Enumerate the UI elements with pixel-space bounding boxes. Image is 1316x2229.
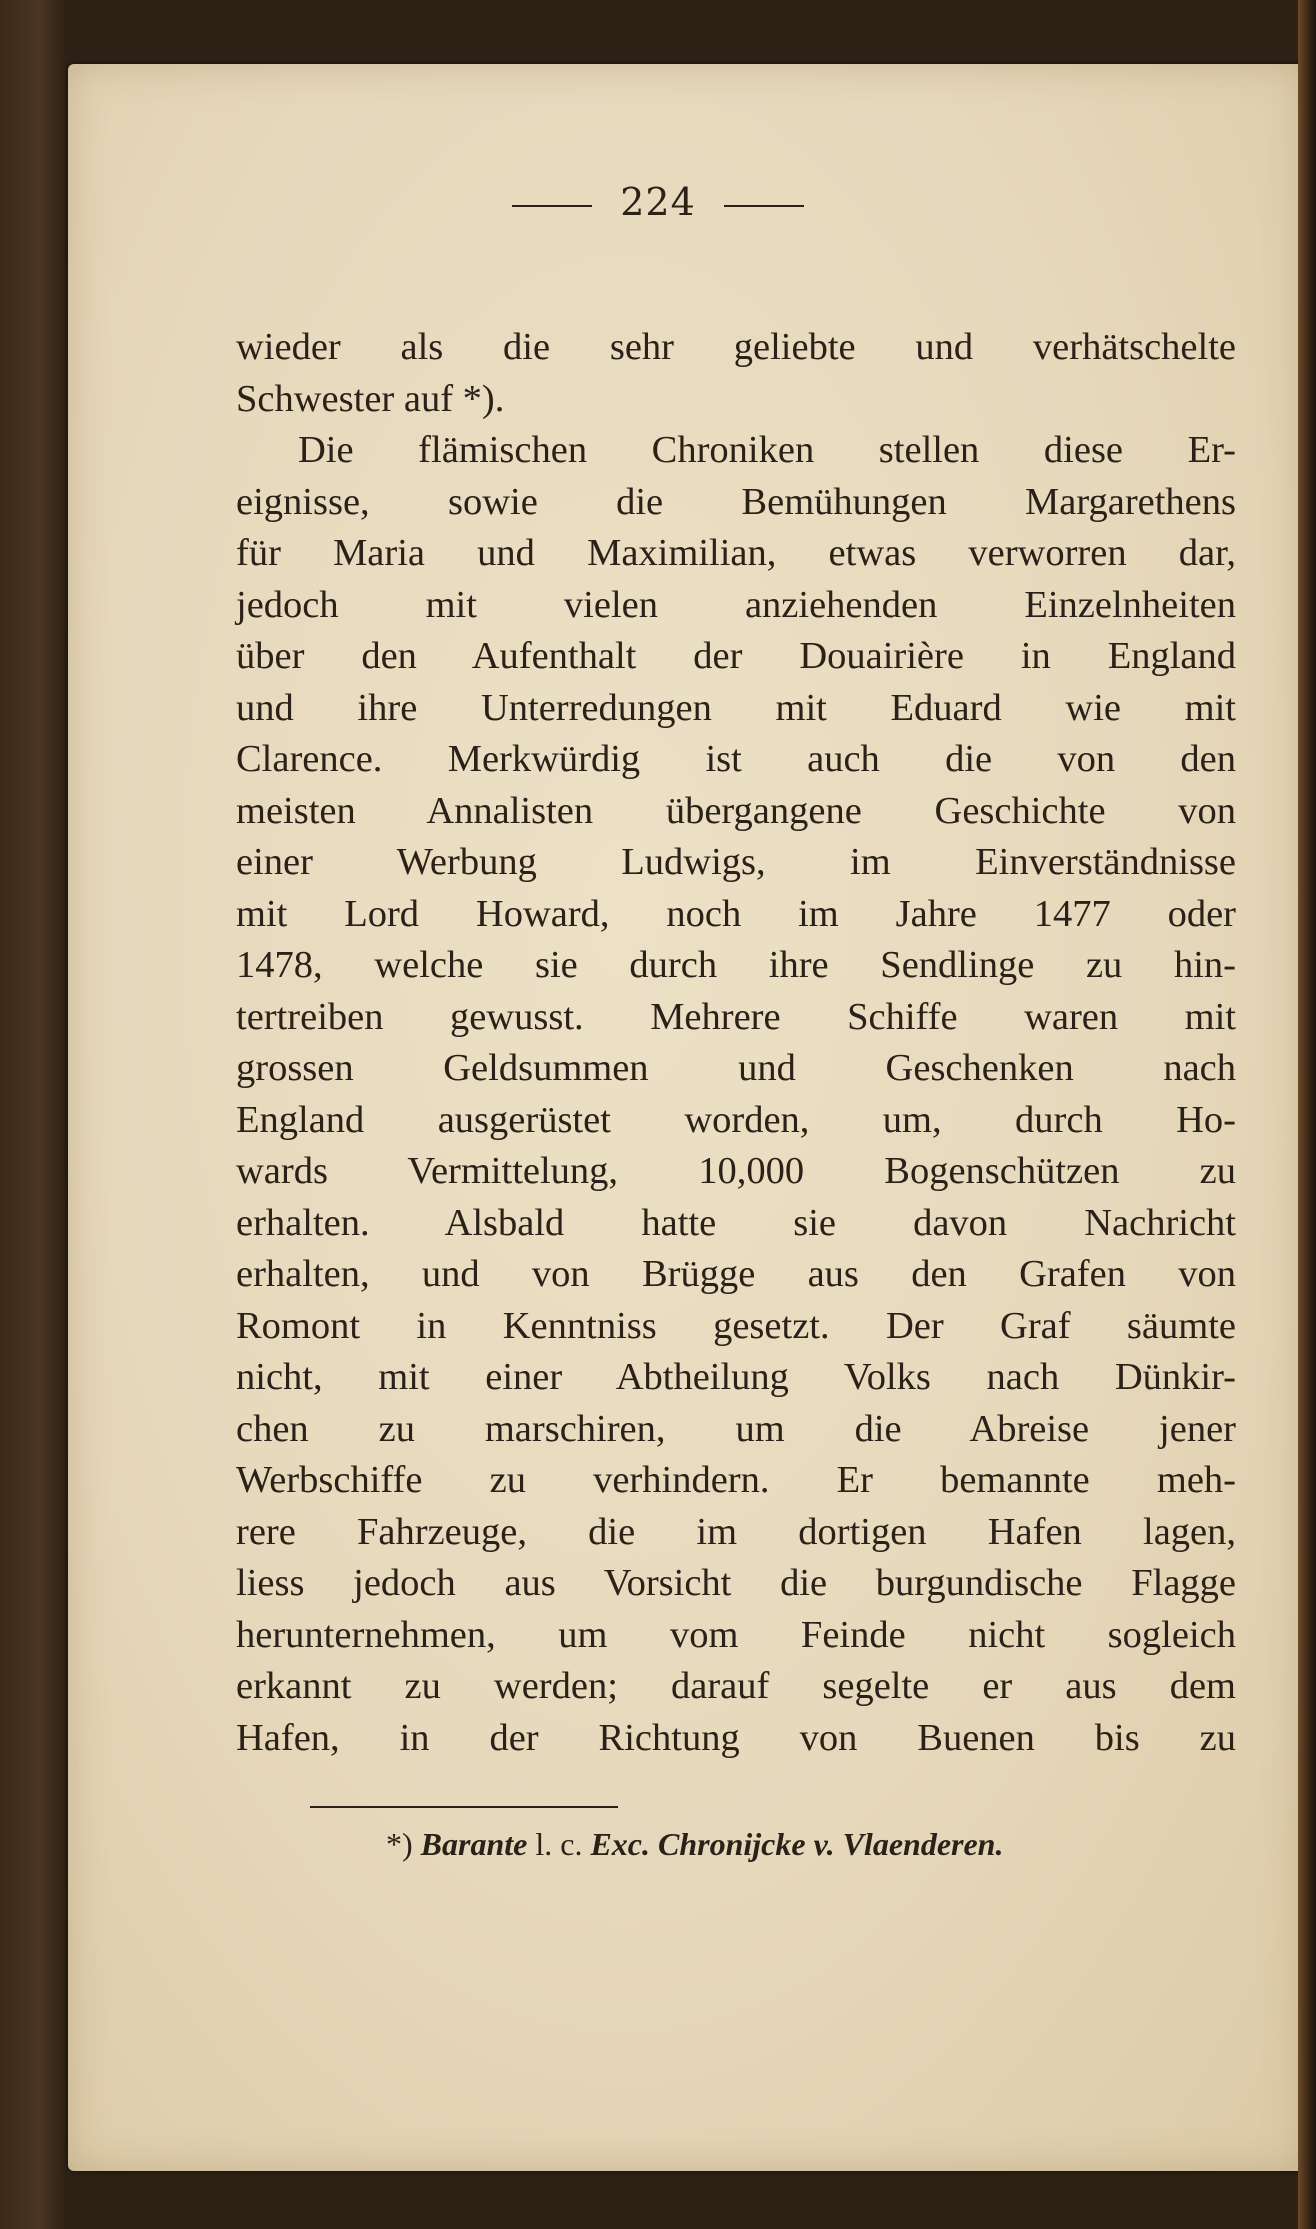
- text-line: Schwester auf *).: [236, 377, 505, 420]
- footnote-source: Exc. Chronijcke v. Vlaenderen.: [590, 1826, 1004, 1862]
- text-line: wards Vermittelung, 10,000 Bogenschützen zu: [236, 1150, 1236, 1192]
- text-line: Romont in Kenntniss gesetzt. Der Graf säumte: [236, 1304, 1236, 1347]
- text-line: für Maria und Maximilian, etwas verworren dar,: [236, 532, 1236, 574]
- footnote-ref: l. c.: [535, 1826, 583, 1862]
- footnote-author: Barante: [420, 1826, 528, 1862]
- text-line: Die flämischen Chroniken stellen diese Er-: [298, 429, 1236, 471]
- text-line: grossen Geldsummen und Geschenken nach: [236, 1047, 1236, 1089]
- text-line: herunternehmen, um vom Feinde nicht sogleich: [236, 1613, 1236, 1656]
- text-line: liess jedoch aus Vorsicht die burgundische Flagge: [236, 1562, 1236, 1604]
- text-line: und ihre Unterredungen mit Eduard wie mit: [236, 686, 1236, 729]
- footnote-rule: [310, 1806, 618, 1808]
- text-line: 1478, welche sie durch ihre Sendlinge zu hin-: [236, 944, 1236, 986]
- text-line: erhalten. Alsbald hatte sie davon Nachricht: [236, 1201, 1236, 1244]
- text-line: mit Lord Howard, noch im Jahre 1477 oder: [236, 892, 1236, 935]
- footnote-marker: *): [386, 1826, 413, 1862]
- text-line: Werbschiffe zu verhindern. Er bemannte meh-: [236, 1459, 1236, 1501]
- header-rule-right: [724, 205, 804, 207]
- text-line: rere Fahrzeuge, die im dortigen Hafen lagen,: [236, 1510, 1236, 1553]
- book-edge: [1298, 0, 1316, 2229]
- text-line: erkannt zu werden; darauf segelte er aus dem: [236, 1665, 1236, 1707]
- text-line: eignisse, sowie die Bemühungen Margarethens: [236, 480, 1236, 523]
- text-line: chen zu marschiren, um die Abreise jener: [236, 1407, 1236, 1450]
- page-number: 224: [620, 180, 696, 224]
- text-line: jedoch mit vielen anziehenden Einzelnheiten: [236, 583, 1236, 626]
- text-line: erhalten, und von Brügge aus den Grafen von: [236, 1253, 1236, 1295]
- body-text: [236, 322, 1236, 1764]
- text-line: einer Werbung Ludwigs, im Einverständnisse: [236, 841, 1236, 883]
- text-line: Clarence. Merkwürdig ist auch die von den: [236, 738, 1236, 780]
- text-line: Hafen, in der Richtung von Buenen bis zu: [236, 1716, 1236, 1759]
- footnote: [386, 1826, 1003, 1863]
- text-line: England ausgerüstet worden, um, durch Ho-: [236, 1098, 1236, 1141]
- text-line: meisten Annalisten übergangene Geschichte von: [236, 789, 1236, 832]
- text-line: wieder als die sehr geliebte und verhätschelte: [236, 326, 1236, 368]
- text-line: nicht, mit einer Abtheilung Volks nach Dünkir-: [236, 1356, 1236, 1398]
- text-line: über den Aufenthalt der Douairière in England: [236, 635, 1236, 677]
- header-rule-left: [512, 205, 592, 207]
- text-line: tertreiben gewusst. Mehrere Schiffe waren mit: [236, 995, 1236, 1038]
- page-header: [0, 180, 1316, 224]
